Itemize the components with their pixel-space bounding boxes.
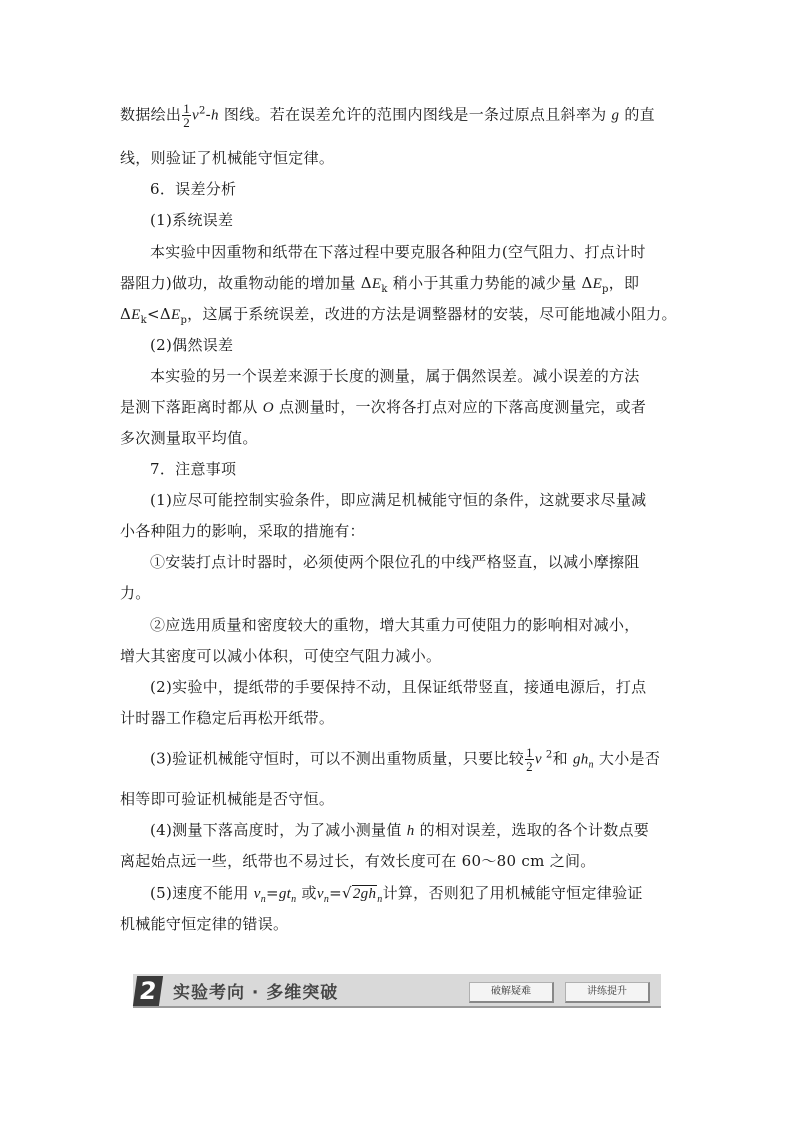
subscript: k (140, 315, 147, 326)
text: = (329, 884, 342, 902)
section-banner (133, 974, 661, 1008)
variable: v (316, 886, 324, 902)
section-number-badge: 2 (133, 976, 163, 1006)
paragraph-line: (1)应尽可能控制实验条件，即应满足机械能守恒的条件，这就要求尽量减 (150, 491, 647, 509)
banner-title: 实验考向 · 多维突破 (173, 983, 339, 1003)
fraction (525, 746, 534, 773)
subscript: n (323, 894, 330, 905)
variable: v (192, 107, 199, 124)
variable: E (592, 276, 603, 292)
text: 大小是否 (593, 749, 661, 768)
paragraph-line (150, 746, 680, 773)
subscript: n (291, 894, 297, 905)
paragraph-line (120, 272, 680, 295)
sqrt-sign: √ (342, 884, 352, 902)
variable: v (534, 751, 546, 768)
paragraph-line: 计时器工作稳定后再松开纸带。 (120, 709, 335, 727)
variable: O (262, 400, 274, 416)
subsection-heading: (2)偶然误差 (150, 336, 234, 354)
fraction-numerator: 1 (526, 745, 533, 760)
subscript: k (381, 284, 388, 295)
practice-improve-button[interactable]: 讲练提升 (565, 982, 650, 1003)
subscript: n (377, 894, 383, 905)
text: (3)验证机械能守恒时，可以不测出重物质量，只要比较 (150, 749, 525, 768)
variable: E (171, 307, 181, 323)
variable: E (131, 307, 141, 323)
paragraph-line: 力。 (120, 584, 151, 602)
fraction-denominator: 2 (526, 759, 533, 774)
variable: gt (278, 886, 292, 902)
text: 和 (552, 749, 573, 768)
paragraph-line: 小各种阻力的影响，采取的措施有： (120, 522, 365, 540)
text: <Δ (146, 305, 171, 323)
paragraph-line: 增大其密度可以减小体积，可使空气阻力减小。 (120, 647, 442, 665)
superscript: 2 (545, 749, 553, 761)
paragraph-line: 本实验中因重物和纸带在下落过程中要克服各种阻力(空气阻力、打点计时 (150, 243, 646, 261)
text: 的直 (619, 105, 655, 124)
paragraph-line: 机械能守恒定律的错误。 (120, 915, 289, 933)
variable: h (211, 107, 219, 124)
paragraph-line (150, 882, 680, 905)
fraction (182, 102, 191, 129)
text: - (205, 105, 212, 124)
paragraph-line (120, 396, 680, 419)
paragraph-line: 本实验的另一个误差来源于长度的测量，属于偶然误差。减小误差的方法 (150, 367, 640, 385)
text: 点测量时，一次将各打点对应的下落高度测量完，或者 (273, 398, 647, 416)
text: (4)测量下落高度时，为了减小测量值 (150, 821, 407, 839)
text: 图线。若在误差允许的范围内图线是一条过原点且斜率为 (218, 105, 612, 124)
variable: v (253, 886, 261, 902)
text: 稍小于其重力势能的减少量 Δ (387, 274, 593, 292)
fraction-denominator: 2 (183, 115, 191, 130)
paragraph-line: (2)实验中，提纸带的手要保持不动，且保证纸带竖直，接通电源后，打点 (150, 678, 647, 696)
subscript: n (588, 759, 594, 771)
text: 数据绘出 (120, 105, 182, 124)
text: ，即 (608, 274, 640, 292)
subscript: n (260, 894, 266, 905)
paragraph-line (120, 102, 680, 129)
sqrt-radicand: 2gh (352, 886, 377, 902)
text: Δ (120, 305, 132, 323)
paragraph-line (120, 303, 680, 326)
paragraph-line: 线，则验证了机械能守恒定律。 (120, 149, 335, 167)
variable: gh (572, 751, 589, 768)
paragraph-line: 相等即可验证机械能是否守恒。 (120, 790, 335, 808)
section-heading: 7．注意事项 (150, 460, 237, 478)
superscript: 2 (198, 105, 206, 117)
crack-difficulty-button[interactable]: 破解疑难 (469, 982, 554, 1003)
paragraph-line: ①安装打点计时器时，必须使两个限位孔的中线严格竖直，以减小摩擦阻 (150, 553, 640, 571)
text: 是测下落距离时都从 (120, 398, 263, 416)
text: (5)速度不能用 (150, 884, 254, 902)
paragraph-line: 离起始点远一些，纸带也不易过长，有效长度可在 60～80 cm 之间。 (120, 852, 596, 870)
subscript: p (602, 284, 609, 295)
paragraph-line: 多次测量取平均值。 (120, 429, 258, 447)
section-heading: 6．误差分析 (150, 180, 237, 198)
text: 计算，否则犯了用机械能守恒定律验证 (382, 884, 643, 902)
variable: h (406, 823, 415, 839)
paragraph-line (150, 819, 680, 842)
text: ，这属于系统误差，改进的方法是调整器材的安装，尽可能地减小阻力。 (187, 305, 677, 323)
text: = (266, 884, 279, 902)
variable: g (611, 107, 620, 124)
subsection-heading: (1)系统误差 (150, 211, 234, 229)
paragraph-line: ②应选用质量和密度较大的重物，增大其重力可使阻力的影响相对减小， (150, 616, 640, 634)
text: 的相对误差，选取的各个计数点要 (414, 821, 650, 839)
variable: E (371, 276, 382, 292)
text: 或 (296, 884, 317, 902)
subscript: p (180, 315, 188, 326)
text: 器阻力)做功，故重物动能的增加量 Δ (120, 274, 372, 292)
fraction-numerator: 1 (183, 101, 191, 116)
